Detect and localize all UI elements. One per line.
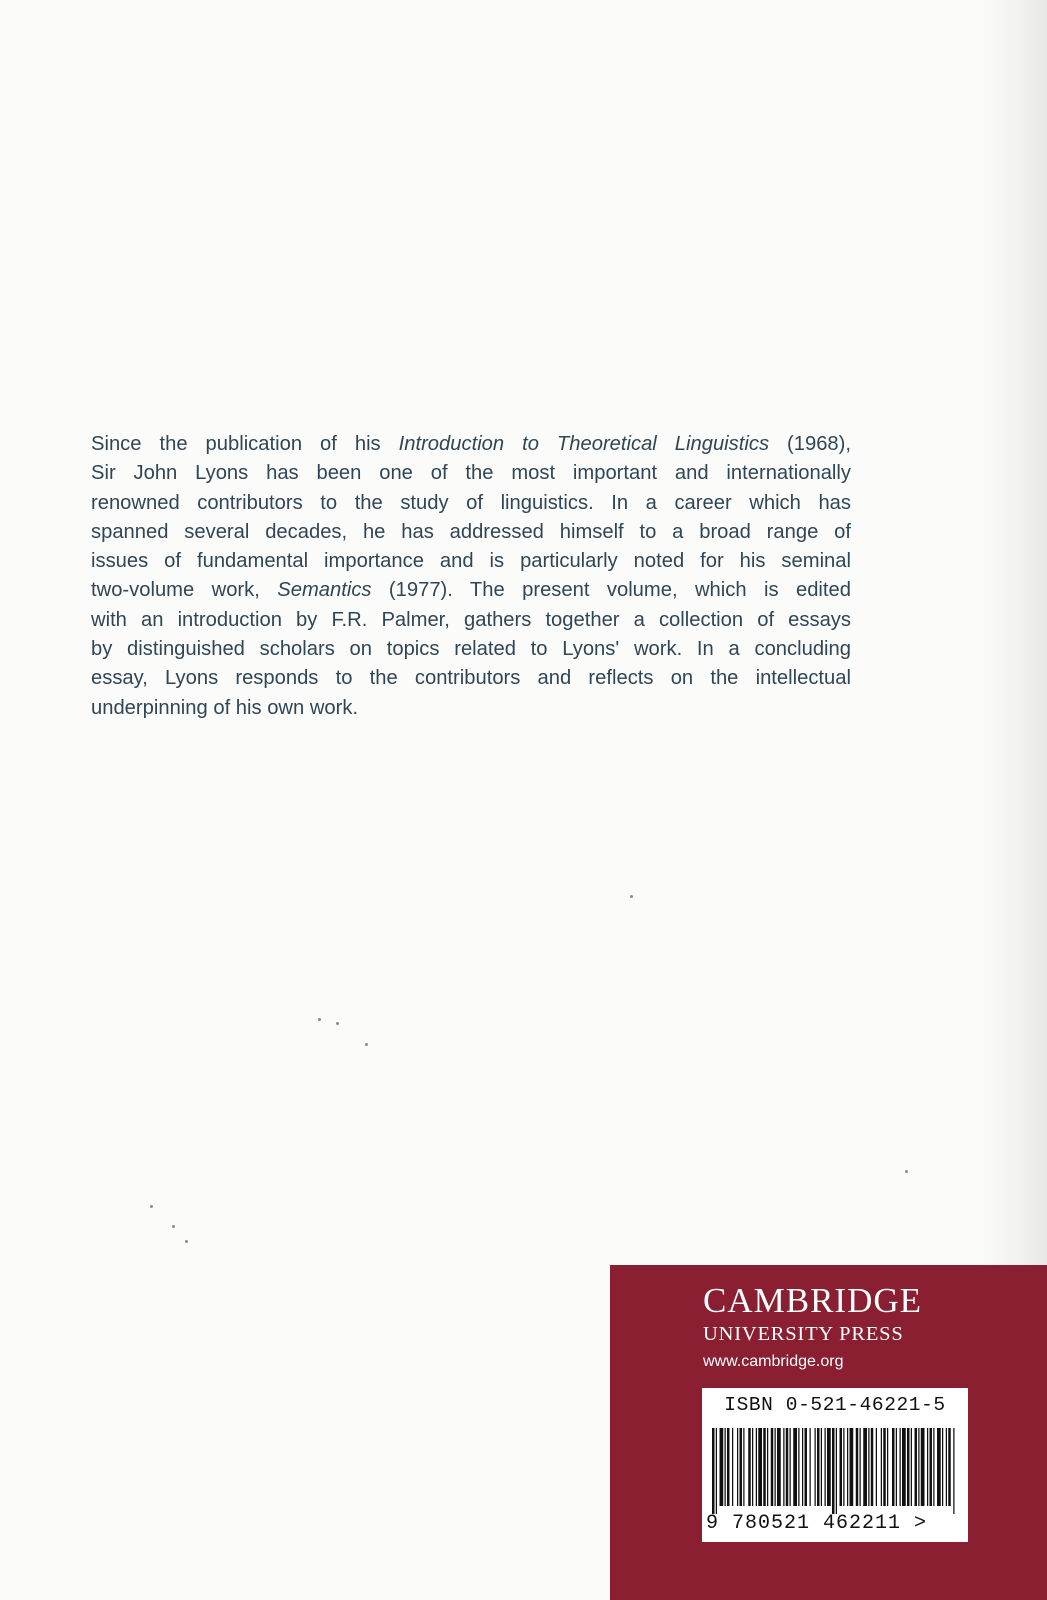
blurb-line-7: with an introduction by F.R. Palmer, gathers together a collection of essays: [91, 608, 851, 631]
barcode-bar: [712, 1428, 715, 1514]
barcode-bar: [847, 1428, 848, 1506]
barcode-bar: [937, 1428, 941, 1506]
barcode-bar: [900, 1428, 901, 1506]
publisher-subtitle: UNIVERSITY PRESS: [703, 1323, 904, 1345]
barcode-bar: [756, 1428, 757, 1506]
print-speck: [630, 895, 633, 898]
barcode-bar: [815, 1428, 816, 1506]
print-speck: [365, 1043, 368, 1046]
barcode-bar: [725, 1428, 726, 1506]
barcode-bar: [927, 1428, 928, 1506]
print-speck: [336, 1022, 339, 1025]
print-speck: [318, 1018, 321, 1021]
barcode-bar: [836, 1428, 837, 1514]
barcode-bar: [907, 1428, 910, 1506]
blurb-line-3: renowned contributors to the study of linguistics. In a career which has: [91, 491, 851, 514]
print-speck: [185, 1240, 188, 1243]
barcode-bar: [915, 1428, 918, 1506]
barcode-bar: [727, 1428, 730, 1506]
barcode-bar: [953, 1428, 954, 1514]
barcode-bar: [817, 1428, 820, 1506]
barcode-bar: [948, 1428, 951, 1506]
book-title-italic: Introduction to Theoretical Linguistics: [398, 433, 770, 455]
barcode-bar: [881, 1428, 882, 1506]
barcode-bar: [805, 1428, 808, 1506]
barcode-bar: [827, 1428, 831, 1506]
barcode-bar: [832, 1428, 835, 1514]
barcode-bar: [737, 1428, 738, 1506]
barcode-bar: [783, 1428, 784, 1506]
barcode-bar: [790, 1428, 791, 1506]
print-speck: [150, 1205, 153, 1208]
book-title-italic: Semantics: [277, 579, 372, 602]
barcode-bar: [777, 1428, 781, 1506]
barcode-bar: [860, 1428, 861, 1506]
barcode-bar: [763, 1428, 766, 1506]
barcode-bar: [892, 1428, 895, 1506]
barcode-bar: [896, 1428, 897, 1506]
blurb-line-2: Sir John Lyons has been one of the most important and internationally: [91, 462, 851, 485]
barcode-bar: [758, 1428, 762, 1506]
barcode-bar: [918, 1428, 919, 1506]
blurb-line-1: [91, 430, 851, 459]
barcode-bar: [771, 1428, 774, 1506]
barcode-bar: [740, 1428, 743, 1506]
barcode-bar: [767, 1428, 768, 1506]
barcode-bar: [810, 1428, 811, 1506]
barcode-bar: [930, 1428, 933, 1506]
barcode-bar: [887, 1428, 888, 1506]
barcode-bar: [942, 1428, 943, 1506]
barcode-bar: [748, 1428, 751, 1506]
barcode-bar: [911, 1428, 912, 1506]
barcode-bar: [786, 1428, 789, 1506]
blurb-text: two-volume work,: [91, 579, 278, 602]
barcode-bar: [732, 1428, 733, 1506]
blurb-line-10: underpinning of his own work.: [91, 696, 359, 719]
barcode-bar: [856, 1428, 859, 1506]
barcode-bars: [710, 1428, 960, 1514]
blurb-line-5: issues of fundamental importance and is particularly noted for his seminal: [91, 550, 851, 573]
barcode-box: [702, 1388, 968, 1542]
barcode-bar: [868, 1428, 869, 1506]
barcode-bar: [863, 1428, 867, 1506]
barcode-bar: [850, 1428, 854, 1506]
barcode-bar: [821, 1428, 822, 1506]
print-speck: [172, 1225, 175, 1228]
blurb-line-6: [91, 576, 851, 605]
barcode-bar: [871, 1428, 874, 1506]
barcode-bar: [802, 1428, 803, 1506]
barcode-bar: [825, 1428, 826, 1506]
barcode-bar: [946, 1428, 947, 1506]
barcode-bar: [843, 1428, 844, 1506]
barcode-bar: [752, 1428, 753, 1506]
barcode-digits: 9 780521 462211 >: [706, 1512, 928, 1535]
publisher-name: CAMBRIDGE: [703, 1281, 923, 1320]
barcode-bar: [743, 1428, 744, 1506]
publisher-url: www.cambridge.org: [703, 1353, 844, 1370]
barcode-bar: [798, 1428, 799, 1506]
barcode-bar: [716, 1428, 717, 1514]
barcode-bar: [876, 1428, 877, 1506]
barcode-bar: [902, 1428, 906, 1506]
blurb-line-9: essay, Lyons responds to the contributors and reflects on the intellectual: [91, 667, 851, 690]
barcode-bar: [775, 1428, 776, 1506]
back-cover-blurb: [91, 430, 851, 723]
barcode-bar: [933, 1428, 934, 1506]
barcode-bar: [720, 1428, 724, 1506]
barcode-bar: [840, 1428, 843, 1506]
publisher-block: [610, 1265, 1047, 1600]
blurb-text: (1977). The present volume, which is edited: [371, 579, 851, 602]
blurb-text: Since the publication of his: [91, 433, 399, 455]
barcode-bar: [793, 1428, 797, 1506]
barcode-bar: [883, 1428, 886, 1506]
barcode-bar: [921, 1428, 925, 1506]
isbn-label: ISBN 0-521-46221-5: [724, 1394, 946, 1416]
blurb-line-4: spanned several decades, he has addressed himself to a broad range of: [91, 520, 851, 543]
blurb-text: (1968),: [769, 433, 851, 455]
print-speck: [905, 1170, 908, 1173]
blurb-line-8: by distinguished scholars on topics related to Lyons' work. In a concluding: [91, 638, 851, 661]
